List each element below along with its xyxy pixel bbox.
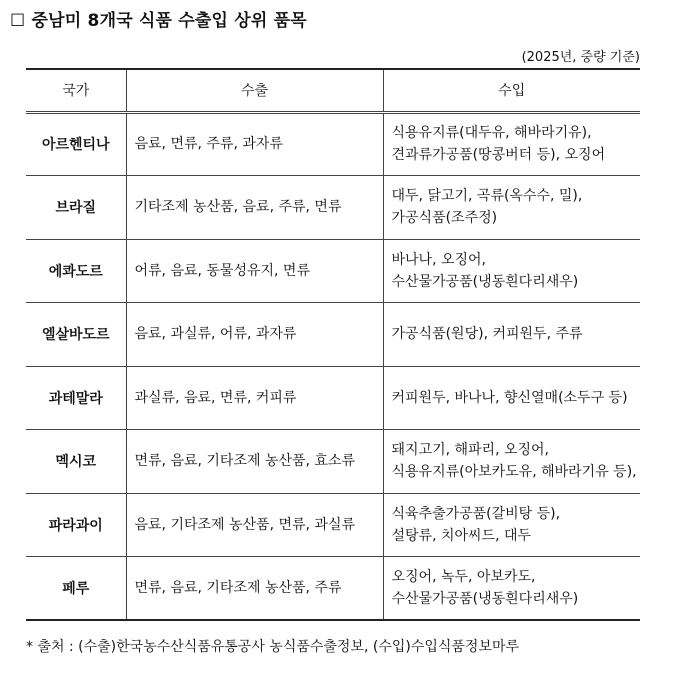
table-body <box>26 112 640 620</box>
export-line: 음료, 기타조제 농산품, 면류, 과실류 <box>134 516 355 533</box>
export-cell <box>126 366 383 430</box>
export-cell <box>126 557 383 621</box>
table-row <box>26 239 640 303</box>
country-cell: 엘살바도르 <box>26 303 126 367</box>
export-cell <box>126 176 383 240</box>
header-import: 수입 <box>383 69 640 112</box>
export-line: 기타조제 농산품, 음료, 주류, 면류 <box>134 199 342 216</box>
source-note: * 출처 : (수출)한국농수산식품유통공사 농식품수출정보, (수입)수입식품정보마루 <box>26 639 520 655</box>
country-cell: 멕시코 <box>26 430 126 494</box>
unit-note: (2025년, 중량 기준) <box>521 50 640 65</box>
table-row <box>26 366 640 430</box>
table-row <box>26 557 640 621</box>
import-cell <box>383 303 640 367</box>
import-line: 커피원두, 바나나, 향신열매(소두구 등) <box>391 389 628 406</box>
table-row <box>26 493 640 557</box>
import-cell <box>383 366 640 430</box>
export-cell <box>126 239 383 303</box>
import-cell <box>383 112 640 176</box>
table-row <box>26 176 640 240</box>
import-line: 설탕류, 치아씨드, 대두 <box>391 527 532 544</box>
export-cell <box>126 112 383 176</box>
country-cell: 아르헨티나 <box>26 112 126 176</box>
import-line: 오징어, 녹두, 아보카도, <box>391 569 536 585</box>
import-line: 견과류가공품(땅콩버터 등), 오징어 <box>391 147 606 164</box>
country-cell: 페루 <box>26 557 126 621</box>
export-cell <box>126 430 383 494</box>
export-cell <box>126 493 383 557</box>
import-line: 바나나, 오징어, <box>391 251 486 268</box>
import-line: 수산물가공품(냉동흰다리새우) <box>391 273 579 290</box>
header-export: 수출 <box>126 69 383 112</box>
export-cell <box>126 303 383 367</box>
header-row <box>26 69 640 112</box>
import-cell <box>383 239 640 303</box>
country-cell: 브라질 <box>26 176 126 240</box>
country-cell: 과테말라 <box>26 366 126 430</box>
export-line: 음료, 면류, 주류, 과자류 <box>134 136 283 153</box>
trade-table <box>26 68 640 621</box>
import-cell <box>383 176 640 240</box>
export-line: 과실류, 음료, 면류, 커피류 <box>134 389 297 406</box>
import-line: 식육추출가공품(갈비탕 등), <box>391 505 561 522</box>
import-cell <box>383 493 640 557</box>
import-line: 식용유지류(아보카도유, 해바라기유 등), <box>391 464 637 481</box>
table-row <box>26 112 640 176</box>
export-line: 음료, 과실류, 어류, 과자류 <box>134 326 297 343</box>
import-line: 대두, 닭고기, 곡류(옥수수, 밀), <box>391 188 583 205</box>
import-cell <box>383 430 640 494</box>
import-line: 수산물가공품(냉동흰다리새우) <box>391 591 579 607</box>
import-line: 가공식품(원당), 커피원두, 주류 <box>391 326 583 343</box>
table-row <box>26 430 640 494</box>
export-line: 면류, 음료, 기타조제 농산품, 효소류 <box>134 453 355 470</box>
table-row <box>26 303 640 367</box>
country-cell: 파라과이 <box>26 493 126 557</box>
page-title: ☐ 중남미 8개국 식품 수출입 상위 품목 <box>10 11 307 31</box>
country-cell: 에콰도르 <box>26 239 126 303</box>
import-cell <box>383 557 640 621</box>
import-line: 돼지고기, 해파리, 오징어, <box>391 442 549 459</box>
import-line: 가공식품(조주정) <box>391 210 498 227</box>
import-line: 식용유지류(대두유, 해바라기유), <box>391 125 592 142</box>
header-country: 국가 <box>26 69 126 112</box>
export-line: 어류, 음료, 동물성유지, 면류 <box>134 262 310 279</box>
export-line: 면류, 음료, 기타조제 농산품, 주류 <box>134 580 342 596</box>
